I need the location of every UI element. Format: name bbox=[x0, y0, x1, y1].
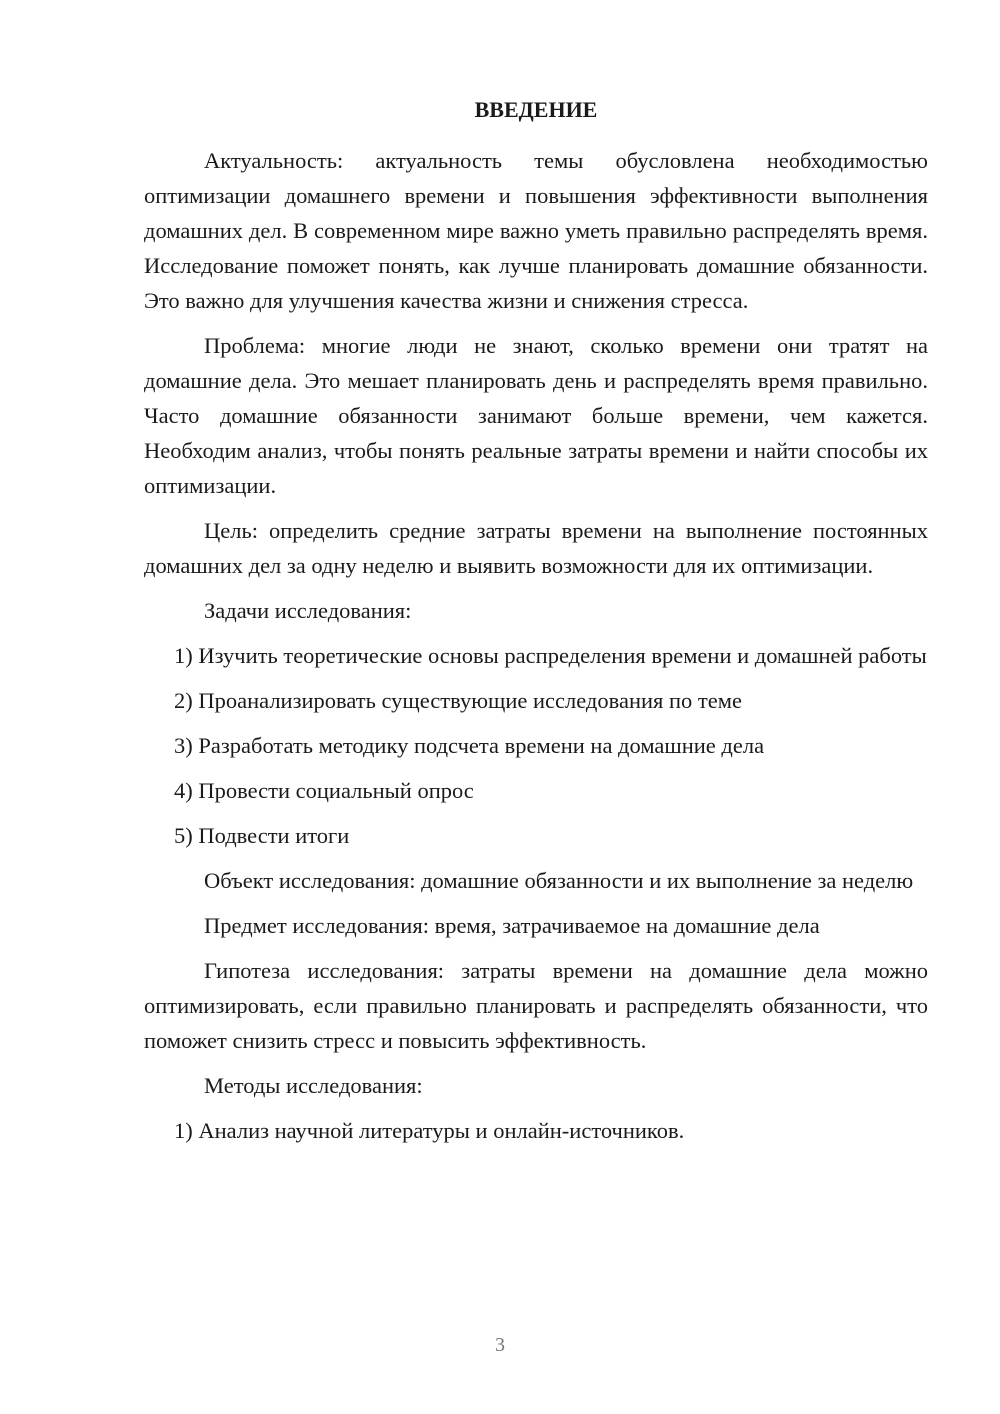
hypothesis-paragraph: Гипотеза исследования: затраты времени на домашние дела можно оптимизировать, если правильно планировать и распределять обязанности, что поможет снизить стресс и повысить эффективность. bbox=[144, 958, 928, 1053]
object-paragraph: Объект исследования: домашние обязанности и их выполнение за неделю bbox=[204, 868, 914, 893]
task-item-3: 3) Разработать методику подсчета времени на домашние дела bbox=[174, 733, 765, 758]
methods-label: Методы исследования: bbox=[204, 1073, 423, 1098]
task-item-4: 4) Провести социальный опрос bbox=[174, 778, 474, 803]
goal-paragraph: Цель: определить средние затраты времени на выполнение постоянных домашних дел за одну неделю и выявить возможности для их оптимизации. bbox=[144, 518, 928, 578]
document-page bbox=[144, 92, 928, 1158]
page-title: ВВЕДЕНИЕ bbox=[474, 97, 598, 122]
subject-paragraph: Предмет исследования: время, затрачиваемое на домашние дела bbox=[204, 913, 820, 938]
problem-paragraph: Проблема: многие люди не знают, сколько времени они тратят на домашние дела. Это мешает планировать день и распределять время правильно. Часто домашние обязанности занимают больше времени, чем кажется. Необходим анализ, чтобы понять реальные затраты времени и найти способы их оптимизации. bbox=[144, 333, 928, 498]
relevance-paragraph: Актуальность: актуальность темы обусловлена необходимостью оптимизации домашнего времени и повышения эффективности выполнения домашних дел. В современном мире важно уметь правильно распределять время. Исследование поможет понять, как лучше планировать домашние обязанности. Это важно для улучшения качества жизни и снижения стресса. bbox=[144, 148, 928, 313]
task-item-2: 2) Проанализировать существующие исследования по теме bbox=[174, 688, 742, 713]
tasks-label: Задачи исследования: bbox=[204, 598, 412, 623]
task-item-5: 5) Подвести итоги bbox=[174, 823, 350, 848]
page-number: 3 bbox=[495, 1334, 505, 1356]
task-item-1: 1) Изучить теоретические основы распределения времени и домашней работы bbox=[174, 643, 927, 668]
method-item-1: 1) Анализ научной литературы и онлайн-источников. bbox=[174, 1118, 685, 1143]
